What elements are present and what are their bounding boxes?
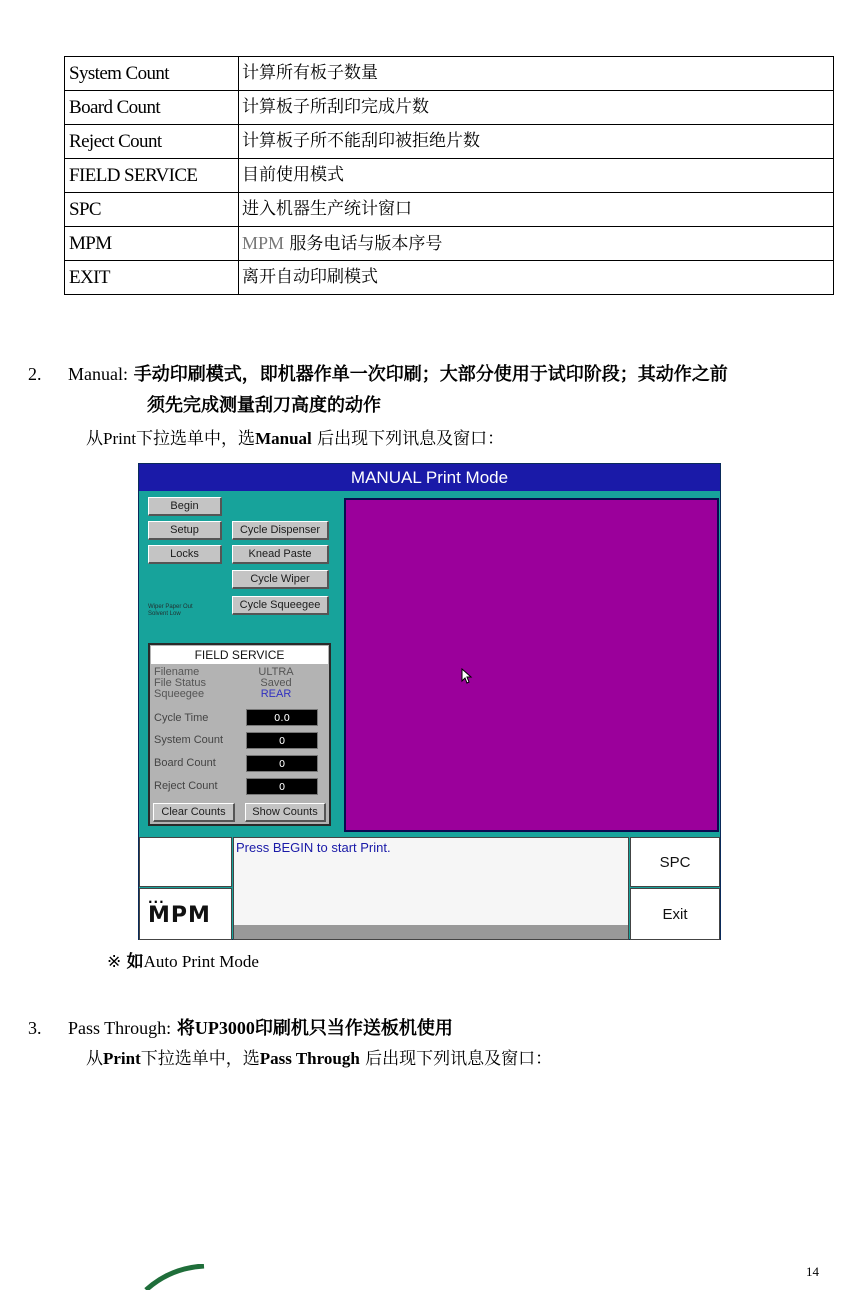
table-row — [65, 227, 834, 261]
table-row — [65, 261, 834, 295]
setup-button[interactable]: Setup — [148, 521, 222, 540]
cycle-wiper-button[interactable]: Cycle Wiper — [232, 570, 329, 589]
message-status-bar — [234, 925, 628, 939]
logo-dots: ... — [148, 892, 165, 906]
instr-text: 下拉选单中，选 — [136, 429, 256, 449]
table-row — [65, 57, 834, 91]
field-service-title: FIELD SERVICE — [151, 646, 328, 664]
section-2-line2 — [147, 394, 381, 418]
board-count-label: Board Count — [154, 757, 216, 769]
instr-menu: Print — [103, 429, 137, 448]
cycle-dispenser-button[interactable]: Cycle Dispenser — [232, 521, 329, 540]
term-cell: EXIT — [65, 261, 239, 295]
mpm-logo: MPM — [148, 903, 211, 928]
clear-counts-button[interactable]: Clear Counts — [153, 803, 235, 822]
desc-cell: 计算所有板子数量 — [239, 57, 834, 91]
window-title: MANUAL Print Mode — [139, 464, 720, 491]
locks-button[interactable]: Locks — [148, 545, 222, 564]
desc-cell: 进入机器生产统计窗口 — [239, 193, 834, 227]
note-line — [107, 950, 259, 974]
reference-mark: ※ — [107, 952, 122, 972]
term-cell: Board Count — [65, 91, 239, 125]
desc-cell — [239, 227, 834, 261]
cycle-time-label: Cycle Time — [154, 712, 209, 724]
term-cell: SPC — [65, 193, 239, 227]
table-row — [65, 193, 834, 227]
note-cn: 如 — [126, 952, 144, 972]
section-head: Manual: — [68, 364, 128, 384]
section-desc-line1: 手动印刷模式，即机器作单一次印刷；大部分使用于试印阶段；其动作之前 — [133, 364, 728, 385]
manual-print-mode-window — [138, 463, 721, 940]
cycle-squeegee-button[interactable]: Cycle Squeegee — [232, 596, 329, 615]
filename-label: Filename — [154, 666, 200, 678]
system-count-value: 0 — [246, 732, 318, 749]
footer-logo-arc-icon — [140, 1264, 270, 1290]
section-number: 2. — [28, 364, 42, 384]
mpm-logo-box[interactable] — [139, 888, 232, 940]
instr-text: 下拉选单中，选 — [140, 1049, 260, 1069]
mouse-cursor-icon — [461, 668, 473, 684]
term-cell: System Count — [65, 57, 239, 91]
desc-cell: 计算板子所不能刮印被拒绝片数 — [239, 125, 834, 159]
knead-paste-button[interactable]: Knead Paste — [232, 545, 329, 564]
table-row — [65, 159, 834, 193]
section-desc-cn: 将 — [176, 1018, 195, 1039]
reject-count-value: 0 — [246, 778, 318, 795]
field-service-panel — [148, 643, 331, 826]
instr-text: 从 — [86, 1049, 103, 1069]
squeegee-value: REAR — [260, 688, 292, 700]
instr-option: Manual — [255, 429, 312, 448]
begin-button[interactable]: Begin — [148, 497, 222, 516]
desc-prefix: MPM — [242, 233, 285, 253]
instr-text: 后出现下列讯息及窗口： — [359, 1049, 553, 1069]
squeegee-label: Squeegee — [154, 688, 205, 700]
page-number: 14 — [806, 1264, 819, 1279]
desc-cell: 计算板子所刮印完成片数 — [239, 91, 834, 125]
desc-text: 服务电话与版本序号 — [284, 234, 443, 254]
message-area — [233, 837, 629, 940]
section-desc-line2: 须先完成测量刮刀高度的动作 — [147, 395, 381, 416]
section-3-heading — [28, 1016, 453, 1041]
status-solvent: Solvent Low — [148, 611, 181, 617]
instr-text: 从 — [86, 429, 103, 449]
table-row — [65, 125, 834, 159]
file-status-label: File Status — [154, 677, 206, 689]
section-3-instruction — [86, 1047, 552, 1071]
instr-menu: Print — [103, 1049, 141, 1068]
section-2-heading — [28, 362, 728, 387]
system-count-label: System Count — [154, 734, 224, 746]
section-desc-cn: 印刷机只当作送板机使用 — [254, 1018, 453, 1039]
table-row — [65, 91, 834, 125]
definition-table — [64, 56, 834, 295]
board-count-value: 0 — [246, 755, 318, 772]
instr-text: 后出现下列讯息及窗口： — [311, 429, 505, 449]
filename-value: ULTRA — [258, 666, 294, 678]
show-counts-button[interactable]: Show Counts — [245, 803, 326, 822]
message-text: Press BEGIN to start Print. — [236, 840, 391, 855]
reject-count-label: Reject Count — [154, 780, 218, 792]
file-status-value: Saved — [260, 677, 292, 689]
section-number: 3. — [28, 1018, 42, 1038]
cycle-time-value: 0.0 — [246, 709, 318, 726]
print-view-canvas[interactable] — [344, 498, 719, 832]
term-cell: Reject Count — [65, 125, 239, 159]
exit-button[interactable]: Exit — [630, 888, 720, 940]
note-en: Auto Print Mode — [143, 952, 259, 971]
section-desc-model: UP3000 — [194, 1018, 255, 1038]
spc-button[interactable]: SPC — [630, 837, 720, 887]
term-cell: MPM — [65, 227, 239, 261]
term-cell: FIELD SERVICE — [65, 159, 239, 193]
blank-panel — [139, 837, 232, 887]
consumable-status — [148, 604, 232, 618]
desc-cell: 离开自动印刷模式 — [239, 261, 834, 295]
section-head: Pass Through: — [68, 1018, 172, 1038]
desc-cell: 目前使用模式 — [239, 159, 834, 193]
section-2-instruction — [86, 427, 504, 451]
status-wiper-paper: Wiper Paper Out — [148, 604, 193, 610]
instr-option: Pass Through — [259, 1049, 360, 1068]
